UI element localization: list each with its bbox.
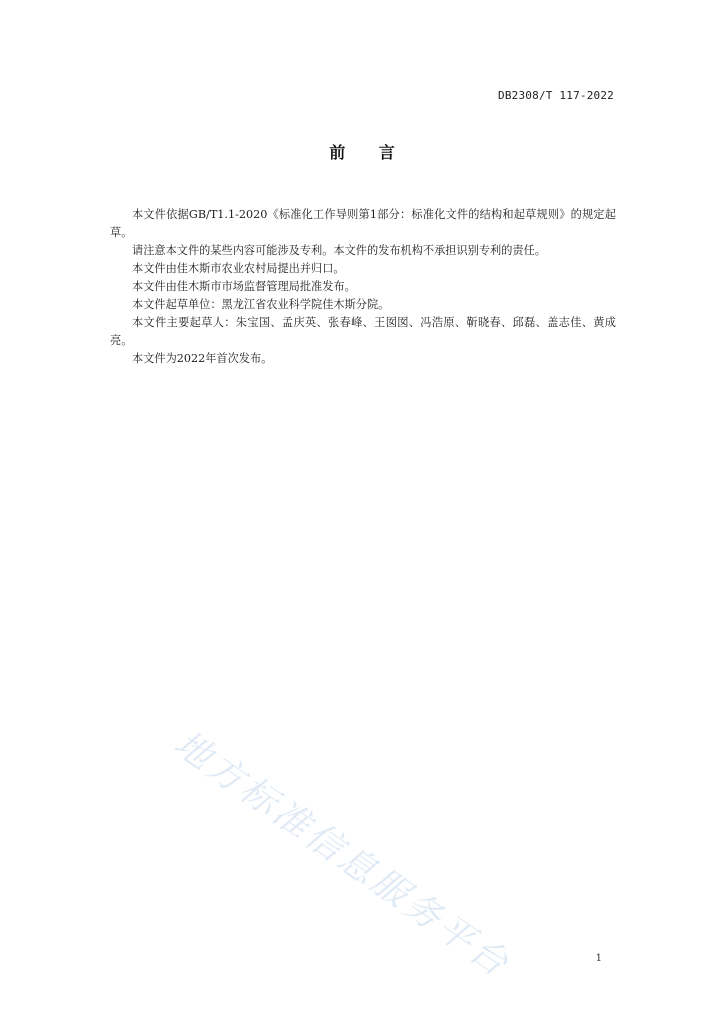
page-title: 前 言 — [329, 143, 409, 162]
document-code: DB2308/T 117-2022 — [498, 89, 614, 102]
page-number: 1 — [595, 953, 602, 964]
preface-paragraph-proposer: 本文件由佳木斯市农业农村局提出并归口。 — [132, 262, 345, 275]
preface-body — [110, 206, 616, 368]
preface-paragraph-drafting-unit: 本文件起草单位：黑龙江省农业科学院佳木斯分院。 — [132, 298, 390, 311]
preface-paragraph-release: 本文件为2022年首次发布。 — [132, 352, 273, 365]
preface-paragraph-drafters: 本文件主要起草人：朱宝国、孟庆英、张春峰、王囡囡、冯浩原、靳晓春、邱磊、盖志佳、黄成亮。 — [110, 316, 616, 347]
preface-paragraph-patent: 请注意本文件的某些内容可能涉及专利。本文件的发布机构不承担识别专利的责任。 — [132, 244, 546, 257]
preface-paragraph-approver: 本文件由佳木斯市市场监督管理局批准发布。 — [132, 280, 356, 293]
preface-paragraph-basis: 本文件依据GB/T1.1-2020《标准化工作导则第1部分：标准化文件的结构和起草规则》的规定起草。 — [110, 208, 616, 239]
watermark-text: 地方标准信息服务平台 — [166, 723, 518, 987]
